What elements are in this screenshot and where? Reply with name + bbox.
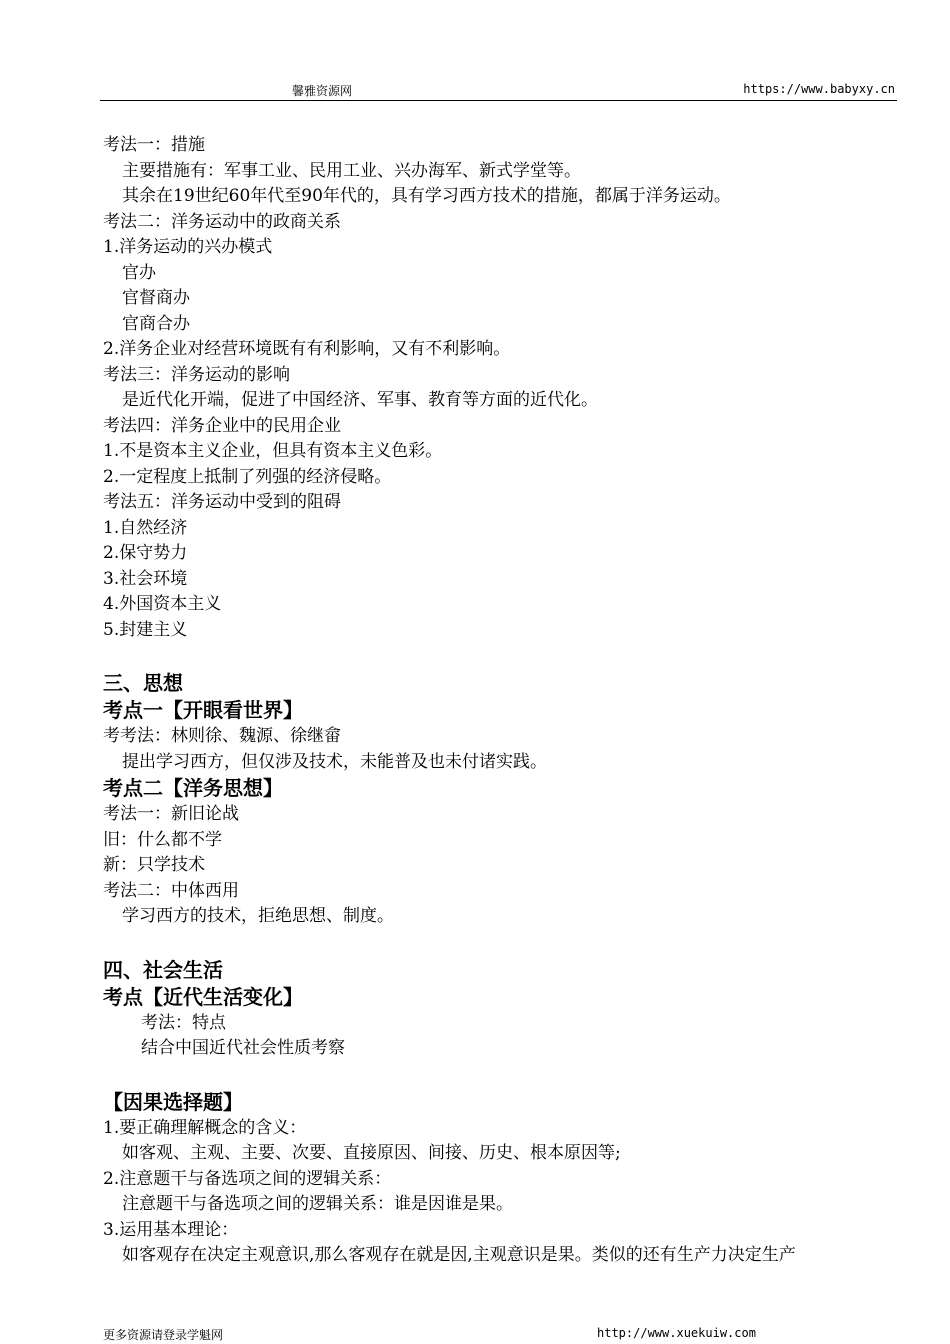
text-line: 官办 [122,262,156,283]
document-body [103,133,903,1269]
spacer [103,643,903,670]
text-line: 考法：特点 [141,1012,226,1033]
header-url: https://www.babyxy.cn [743,82,895,96]
text-line: 官商合办 [122,313,190,334]
text-line: 结合中国近代社会性质考察 [141,1038,345,1058]
text-line: 考法二：中体西用 [103,880,239,901]
text-line: 2.保守势力 [103,543,188,563]
text-line: 3.运用基本理论： [103,1219,239,1240]
section-heading: 考点【近代生活变化】 [103,984,303,1009]
section-heading: 考点一【开眼看世界】 [103,698,303,722]
section-heading: 考点二【洋务思想】 [103,776,283,800]
text-line: 1.洋务运动的兴办模式 [103,237,273,257]
page-header [100,80,897,101]
text-line: 考法三：洋务运动的影响 [103,364,290,385]
text-line: 考法二：洋务运动中的政商关系 [103,211,341,232]
spacer [103,930,903,957]
text-line: 5.封建主义 [103,619,188,640]
text-line: 1.不是资本主义企业，但具有资本主义色彩。 [103,441,443,461]
footer-text: 更多资源请登录学魁网 [103,1328,224,1342]
text-line: 其余在19世纪60年代至90年代的，具有学习西方技术的措施，都属于洋务运动。 [122,186,731,206]
section-heading: 四、社会生活 [103,957,223,982]
footer-url: http://www.xuekuiw.com [597,1326,756,1340]
text-line: 考法五：洋务运动中受到的阻碍 [103,492,341,512]
text-line: 2.洋务企业对经营环境既有有利影响，又有不利影响。 [103,339,511,359]
text-line: 如客观、主观、主要、次要、直接原因、间接、历史、根本原因等; [122,1143,621,1163]
text-line: 旧：什么都不学 [103,829,222,850]
text-line: 如客观存在决定主观意识,那么客观存在就是因,主观意识是果。类似的还有生产力决定生产 [122,1245,796,1265]
text-line: 考法一：措施 [103,135,205,155]
text-line: 考法一：新旧论战 [103,804,239,824]
text-line: 3.社会环境 [103,568,188,589]
section-heading: 三、思想 [103,671,183,695]
text-line: 1.自然经济 [103,517,188,538]
text-line: 2.一定程度上抵制了列强的经济侵略。 [103,466,392,487]
text-line: 官督商办 [122,288,190,308]
text-line: 考考法：林则徐、魏源、徐继畲 [103,726,341,746]
text-line: 2.注意题干与备选项之间的逻辑关系： [103,1168,392,1189]
header-site-name: 馨雅资源网 [292,84,353,98]
section-heading: 【因果选择题】 [103,1089,243,1114]
text-line: 4.外国资本主义 [103,594,222,614]
text-line: 注意题干与备选项之间的逻辑关系：谁是因谁是果。 [122,1194,513,1214]
spacer [103,1062,903,1089]
text-line: 考法四：洋务企业中的民用企业 [103,415,341,436]
text-line: 是近代化开端，促进了中国经济、军事、教育等方面的近代化。 [122,390,598,410]
text-line: 提出学习西方，但仅涉及技术，未能普及也未付诸实践。 [122,751,547,772]
text-line: 新：只学技术 [103,855,205,875]
text-line: 主要措施有：军事工业、民用工业、兴办海军、新式学堂等。 [122,160,581,181]
text-line: 1.要正确理解概念的含义： [103,1117,307,1138]
text-line: 学习西方的技术，拒绝思想、制度。 [122,906,394,926]
